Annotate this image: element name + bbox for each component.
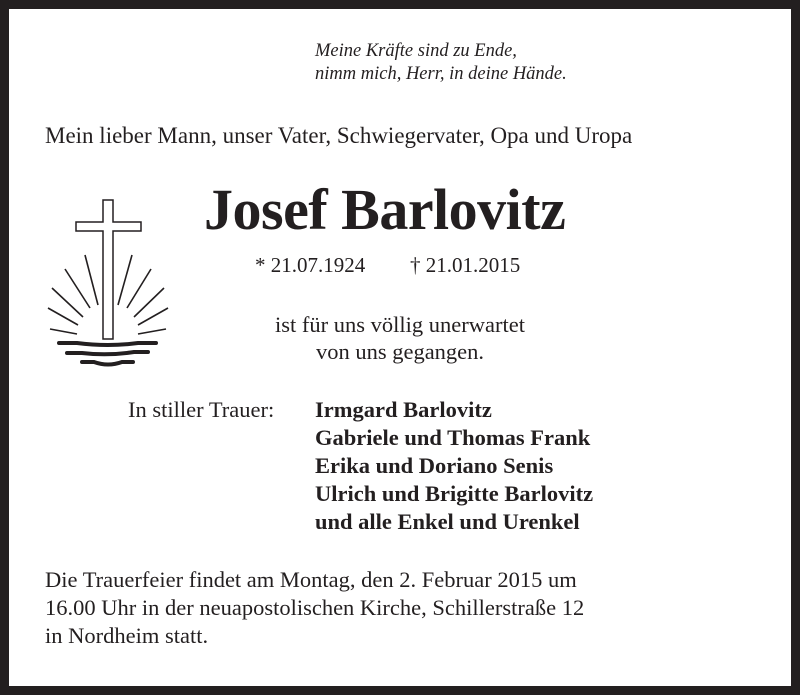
mourner: Ulrich und Brigitte Barlovitz: [315, 481, 594, 506]
new-apostolic-cross-icon: [30, 180, 190, 380]
deceased-name: Josef Barlovitz: [204, 177, 566, 242]
mourner: und alle Enkel und Urenkel: [315, 509, 580, 534]
quote-line: Meine Kräfte sind zu Ende,: [315, 41, 517, 61]
death-date: † 21.01.2015: [410, 253, 521, 277]
mourner: Gabriele und Thomas Frank: [315, 425, 591, 450]
funeral-line: 16.00 Uhr in der neuapostolischen Kirche, Schillerstraße 12: [45, 595, 585, 620]
mourner: Erika und Doriano Senis: [315, 453, 554, 478]
mourner: Irmgard Barlovitz: [315, 397, 492, 422]
funeral-line: in Nordheim statt.: [45, 623, 209, 648]
birth-date: * 21.07.1924: [255, 253, 366, 277]
mourners-label: In stiller Trauer:: [128, 397, 275, 422]
message-line: ist für uns völlig unerwartet: [275, 312, 525, 337]
funeral-line: Die Trauerfeier findet am Montag, den 2. Februar 2015 um: [45, 567, 577, 592]
quote-line: nimm mich, Herr, in deine Hände.: [315, 64, 567, 84]
message-line: von uns gegangen.: [315, 339, 485, 364]
intro-line: Mein lieber Mann, unser Vater, Schwiegervater, Opa und Uropa: [45, 123, 633, 148]
